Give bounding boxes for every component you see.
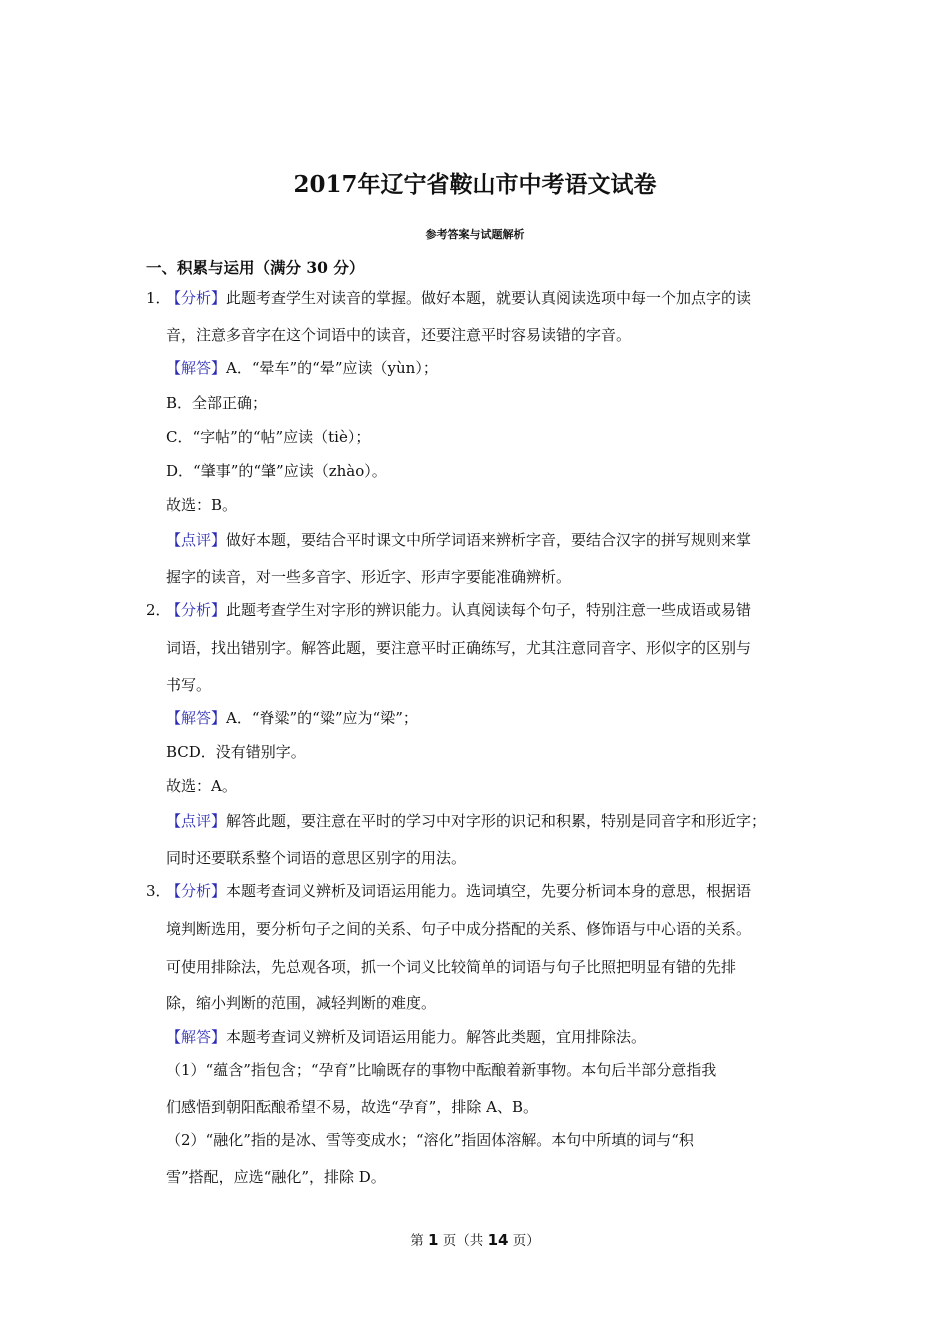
q2-analysis-line-1: 【分析】此题考查学生对字形的辨识能力。认真阅读每个句子，特别注意一些成语或易错	[166, 601, 752, 619]
answer-tag: 【解答】	[166, 359, 227, 377]
analysis-tag: 【分析】	[166, 601, 227, 619]
q3-analysis-line-3: 可使用排除法，先总观各项，抓一个词义比较简单的词语与句子比照把明显有错的先排	[166, 958, 737, 976]
q1-option-c: C．“字帖”的“帖”应读（tiè）；	[166, 428, 371, 446]
q2-option-bcd: BCD．没有错别字。	[166, 743, 306, 761]
q1-analysis-line-2: 音，注意多音字在这个词语中的读音，还要注意平时容易读错的字音。	[166, 326, 632, 344]
q3-point-2-line-2: 雪”搭配，应选“融化”，排除 D。	[166, 1168, 386, 1186]
answer-tag: 【解答】	[166, 709, 227, 727]
q2-choice: 故选：A。	[166, 777, 237, 795]
q3-point-1-line-2: 们感悟到朝阳酝酿希望不易，故选“孕育”，排除 A、B。	[166, 1098, 538, 1116]
q3-analysis-line-2: 境判断选用，要分析句子之间的关系、句子中成分搭配的关系、修饰语与中心语的关系。	[166, 920, 752, 938]
document-subtitle: 参考答案与试题解析	[425, 228, 525, 241]
q3-answer-line-1: 【解答】本题考查词义辨析及词语运用能力。解答此类题，宜用排除法。	[166, 1028, 647, 1046]
q1-answer-line-1: 【解答】A．“晕车”的“晕”应读（yùn）；	[166, 359, 438, 377]
q2-comment-line-1: 【点评】解答此题，要注意在平时的学习中对字形的识记和积累，特别是同音字和形近字；	[166, 812, 767, 830]
q1-comment-line-1: 【点评】做好本题，要结合平时课文中所学词语来辨析字音，要结合汉字的拼写规则来掌	[166, 531, 752, 549]
q2-comment-line-2: 同时还要联系整个词语的意思区别字的用法。	[166, 849, 467, 867]
question-2-number: 2．	[146, 601, 171, 619]
page-footer: 第 1 页（共 14 页）	[410, 1231, 540, 1249]
analysis-tag: 【分析】	[166, 882, 227, 900]
q1-choice: 故选：B。	[166, 496, 238, 514]
comment-tag: 【点评】	[166, 531, 227, 549]
q2-analysis-line-2: 词语，找出错别字。解答此题，要注意平时正确练写，尤其注意同音字、形似字的区别与	[166, 639, 752, 657]
answer-tag: 【解答】	[166, 1028, 227, 1046]
q1-option-b: B．全部正确；	[166, 394, 268, 412]
analysis-tag: 【分析】	[166, 289, 227, 307]
question-1-number: 1．	[146, 289, 171, 307]
q2-answer-line-1: 【解答】A．“脊粱”的“粱”应为“梁”；	[166, 709, 418, 727]
q3-point-2-line-1: （2）“融化”指的是冰、雪等变成水；“溶化”指固体溶解。本句中所填的词与“积	[166, 1131, 694, 1149]
q2-analysis-line-3: 书写。	[166, 676, 212, 694]
document-title: 2017年辽宁省鞍山市中考语文试卷	[293, 171, 657, 198]
q3-point-1-line-1: （1）“蕴含”指包含；“孕育”比喻既存的事物中酝酿着新事物。本句后半部分意指我	[166, 1061, 717, 1079]
q1-option-d: D．“肇事”的“肇”应读（zhào）。	[166, 462, 387, 480]
q1-comment-line-2: 握字的读音，对一些多音字、形近字、形声字要能准确辨析。	[166, 568, 572, 586]
section-heading: 一、积累与运用（满分 30 分）	[146, 258, 365, 277]
question-3-number: 3．	[146, 882, 171, 900]
page-number: 1	[428, 1231, 439, 1249]
q3-analysis-line-4: 除，缩小判断的范围，减轻判断的难度。	[166, 994, 437, 1012]
q1-analysis-line-1: 【分析】此题考查学生对读音的掌握。做好本题，就要认真阅读选项中每一个加点字的读	[166, 289, 752, 307]
comment-tag: 【点评】	[166, 812, 227, 830]
page-total: 14	[487, 1231, 509, 1249]
q3-analysis-line-1: 【分析】本题考查词义辨析及词语运用能力。选词填空，先要分析词本身的意思，根据语	[166, 882, 752, 900]
